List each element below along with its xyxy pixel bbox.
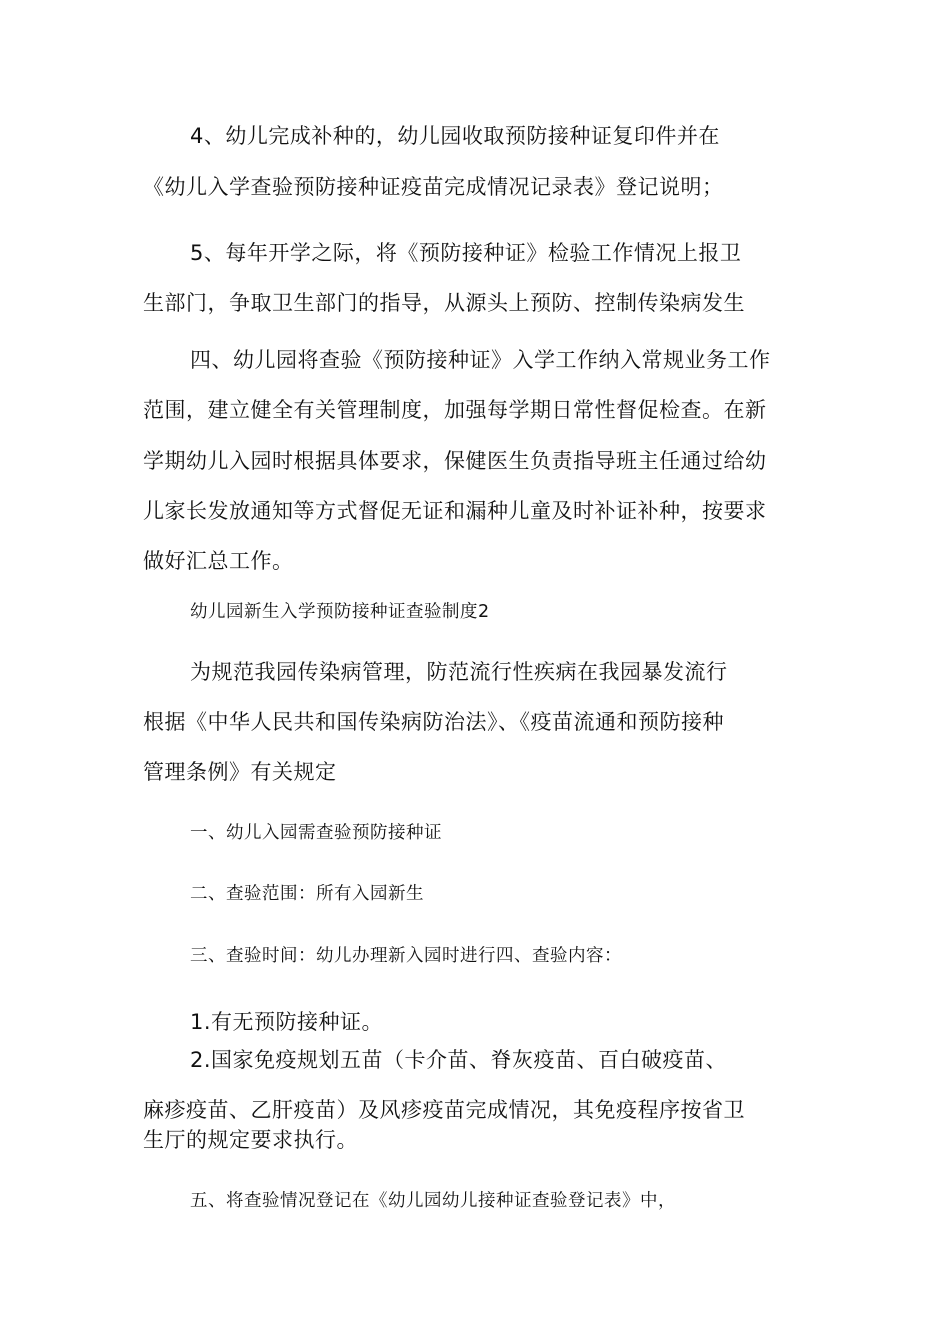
paragraph-four-line-2: 范围，建立健全有关管理制度，加强每学期日常性督促检查。在新: [143, 398, 767, 422]
sub-item-1: 1.有无预防接种证。: [190, 1010, 384, 1034]
paragraph-4-line-2: 《幼儿入学查验预防接种证疫苗完成情况记录表》登记说明；: [143, 175, 724, 199]
item-three: 三、查验时间：幼儿办理新入园时进行四、查验内容：: [190, 946, 622, 966]
intro-line-2: 根据《中华人民共和国传染病防治法》、《疫苗流通和预防接种: [143, 710, 724, 734]
paragraph-four-line-1: 四、幼儿园将查验《预防接种证》入学工作纳入常规业务工作: [190, 348, 771, 372]
intro-line-1: 为规范我园传染病管理，防范流行性疾病在我园暴发流行: [190, 660, 728, 684]
intro-line-3: 管理条例》有关规定: [143, 760, 337, 784]
paragraph-four-line-3: 学期幼儿入园时根据具体要求，保健医生负责指导班主任通过给幼: [143, 449, 767, 473]
paragraph-5-line-1: 5、每年开学之际，将《预防接种证》检验工作情况上报卫: [190, 241, 742, 265]
sub-item-2-line-3: 生厅的规定要求执行。: [143, 1128, 358, 1152]
section-title: 幼儿园新生入学预防接种证查验制度2: [190, 602, 490, 622]
paragraph-four-line-5: 做好汇总工作。: [143, 549, 294, 573]
paragraph-5-line-2: 生部门，争取卫生部门的指导，从源头上预防、控制传染病发生: [143, 291, 745, 315]
item-one: 一、幼儿入园需查验预防接种证: [190, 823, 442, 843]
paragraph-four-line-4: 儿家长发放通知等方式督促无证和漏种儿童及时补证补种，按要求: [143, 499, 767, 523]
item-five: 五、将查验情况登记在《幼儿园幼儿接种证查验登记表》中，: [190, 1191, 676, 1211]
sub-item-2-line-1: 2.国家免疫规划五苗（卡介苗、脊灰疫苗、百白破疫苗、: [190, 1048, 728, 1072]
paragraph-4-line-1: 4、幼儿完成补种的，幼儿园收取预防接种证复印件并在: [190, 124, 720, 148]
item-two: 二、查验范围：所有入园新生: [190, 884, 424, 904]
sub-item-2-line-2: 麻疹疫苗、乙肝疫苗）及风疹疫苗完成情况，其免疫程序按省卫: [143, 1098, 745, 1122]
